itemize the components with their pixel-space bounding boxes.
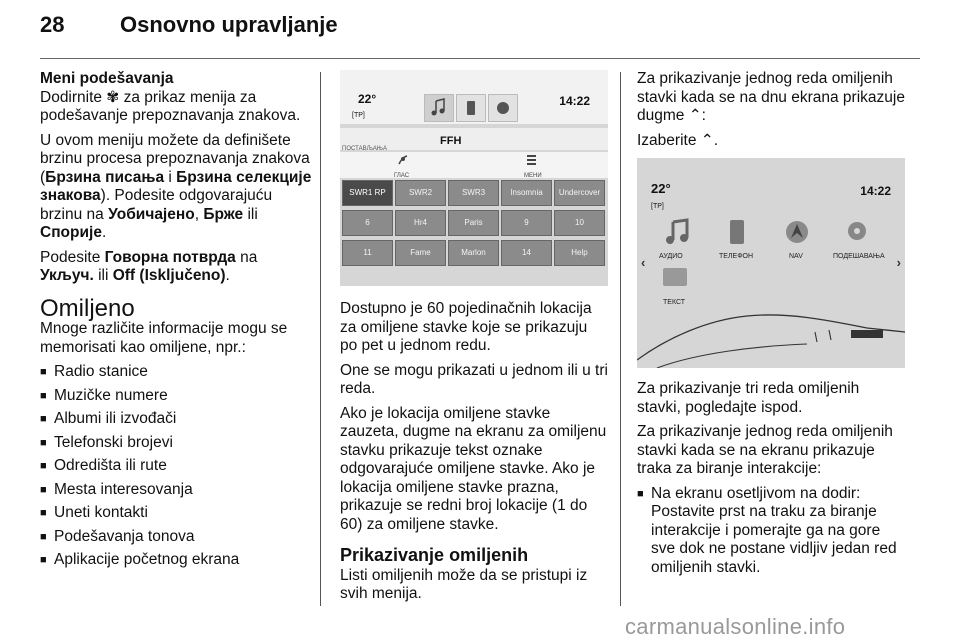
list-item: ■ Odredišta ili rute (40, 457, 315, 476)
paragraph: Ako je lokacija omiljene stavke zauzeta, dugme na ekranu za omiljenu stavku prikazuje tekst oznake odgovarajuće omiljene stavke. Ako je lokacija omiljene stavke prazna, prikazuje se redni broj lokacije (1 do 60) za omiljene stavke. (340, 404, 607, 533)
paragraph: Listi omiljenih može da se pristupi iz svih menija. (340, 566, 588, 602)
settings-label: ПОДЕШАВАЊА (833, 253, 885, 260)
favourite-button[interactable]: 9 (501, 210, 552, 236)
favourite-button[interactable]: SWR2 (395, 180, 446, 206)
temperature-label: 22° (358, 92, 377, 106)
nav-label: NAV (789, 253, 803, 260)
section-heading: Prikazivanje omiljenih (340, 545, 529, 565)
list-item: ■ Albumi ili izvođači (40, 410, 315, 429)
watermark: carmanualsonline.info (625, 614, 846, 639)
section-subheading: Meni podešavanja (40, 70, 174, 87)
tp-label: [TP] (352, 112, 365, 119)
favourite-button[interactable]: Hr4 (395, 210, 446, 236)
list-item: ■ Na ekranu osetljivom na dodir: Postavite prst na traku za biranje interakcije i pomerajte ga na gore sve dok ne postane vidljiv jedan red omiljenih stavki. (637, 485, 905, 578)
hand-gesture-illustration (637, 298, 905, 368)
paragraph: Dodirnite ✾ za prikaz menija za podešavanje prepoznavanja znakova. (40, 88, 301, 124)
navigation-icon[interactable] (783, 218, 811, 246)
navigation-icon (488, 94, 518, 122)
list-item: ■ Aplikacije početnog ekrana (40, 551, 315, 570)
paragraph: One se mogu prikazati u jednom ili u tri reda. (340, 361, 608, 397)
favourite-button[interactable]: SWR1 RP (342, 180, 393, 206)
menu-label: МЕНИ (524, 173, 542, 179)
favourite-button[interactable]: Insomnia (501, 180, 552, 206)
section-heading: Omiljeno (40, 294, 135, 322)
list-item: ■ Podešavanja tonova (40, 528, 315, 547)
favourite-button[interactable]: 10 (554, 210, 605, 236)
paragraph: Dostupno je 60 pojedinačnih lokacija za omiljene stavke koje se prikazuju po pet u jednom redu. (340, 300, 592, 354)
list-item: ■ Radio stanice (40, 363, 315, 382)
page-number: 28 (40, 12, 65, 37)
column-divider (620, 72, 621, 606)
phone-icon[interactable] (727, 218, 747, 246)
phone-icon (456, 94, 486, 122)
audio-label: АУДИО (659, 253, 683, 260)
favourite-button[interactable]: SWR3 (448, 180, 499, 206)
chapter-title: Osnovno upravljanje (120, 12, 338, 37)
favourites-screen-figure (340, 70, 608, 286)
favourite-button[interactable]: Fame (395, 240, 446, 266)
list-item: ■ Uneti kontakti (40, 504, 315, 523)
clock-label: 14:22 (559, 94, 590, 108)
paragraph: Mnoge različite informacije mogu se memorisati kao omiljene, npr.: (40, 320, 288, 356)
voice-label: ГЛАС (394, 173, 410, 179)
text-icon[interactable] (661, 266, 691, 290)
bullet-list (40, 363, 315, 570)
favourite-button[interactable]: Help (554, 240, 605, 266)
paragraph: Za prikazivanje jednog reda omiljenih stavki kada se na ekranu prikazuje traka za biranje interakcije: (637, 423, 893, 477)
clock-label: 14:22 (860, 184, 891, 198)
list-item: ■ Muzičke numere (40, 387, 315, 406)
home-screen-figure (637, 158, 905, 368)
list-item: ■ Mesta interesovanja (40, 481, 315, 500)
temperature-label: 22° (651, 181, 671, 196)
paragraph: Za prikazivanje tri reda omiljenih stavki, pogledajte ispod. (637, 380, 860, 416)
paragraph: Podesite Говорна потврда na Укључ. ili Off (Isključeno). (40, 248, 258, 284)
favourite-button[interactable]: Marlon (448, 240, 499, 266)
arrow-right-icon[interactable]: › (896, 255, 901, 270)
favourite-button[interactable]: 6 (342, 210, 393, 236)
station-name: FFH (440, 135, 462, 147)
music-note-icon (424, 94, 454, 122)
arrow-left-icon[interactable]: ‹ (641, 255, 646, 270)
page-header (40, 12, 920, 52)
favourite-button[interactable]: Paris (448, 210, 499, 236)
paragraph: Za prikazivanje jednog reda omiljenih stavki kada se na dnu ekrana prikazuje dugme ⌃: (637, 70, 905, 124)
list-item: ■ Telefonski brojevi (40, 434, 315, 453)
bullet-list (637, 485, 905, 578)
phone-label: ТЕЛЕФОН (719, 253, 754, 260)
tp-label: [TP] (651, 203, 664, 210)
column-1 (40, 70, 315, 575)
favourite-button[interactable]: Undercover (554, 180, 605, 206)
header-divider (40, 58, 920, 59)
audio-icon[interactable] (663, 218, 693, 246)
column-3 (637, 70, 905, 582)
favourite-button[interactable]: 11 (342, 240, 393, 266)
text-label: ТЕКСТ (663, 299, 686, 306)
paragraph: Izaberite ⌃. (637, 131, 719, 149)
function-bar (340, 152, 608, 178)
paragraph: U ovom meniju možete da definišete brzinu procesa prepoznavanja znakova (Брзина писања i Брзина селекције знакова). Podesite odgovarajuću brzinu na Уобичајено, Брже ili Спорије. (40, 131, 312, 241)
menu-icon (526, 154, 540, 166)
favourite-button[interactable]: 14 (501, 240, 552, 266)
column-divider (320, 72, 321, 606)
column-2 (340, 70, 608, 610)
settings-small-label: ПОСТАВЉАЊА (342, 146, 387, 152)
gear-icon[interactable] (841, 216, 873, 246)
voice-icon (397, 154, 409, 166)
